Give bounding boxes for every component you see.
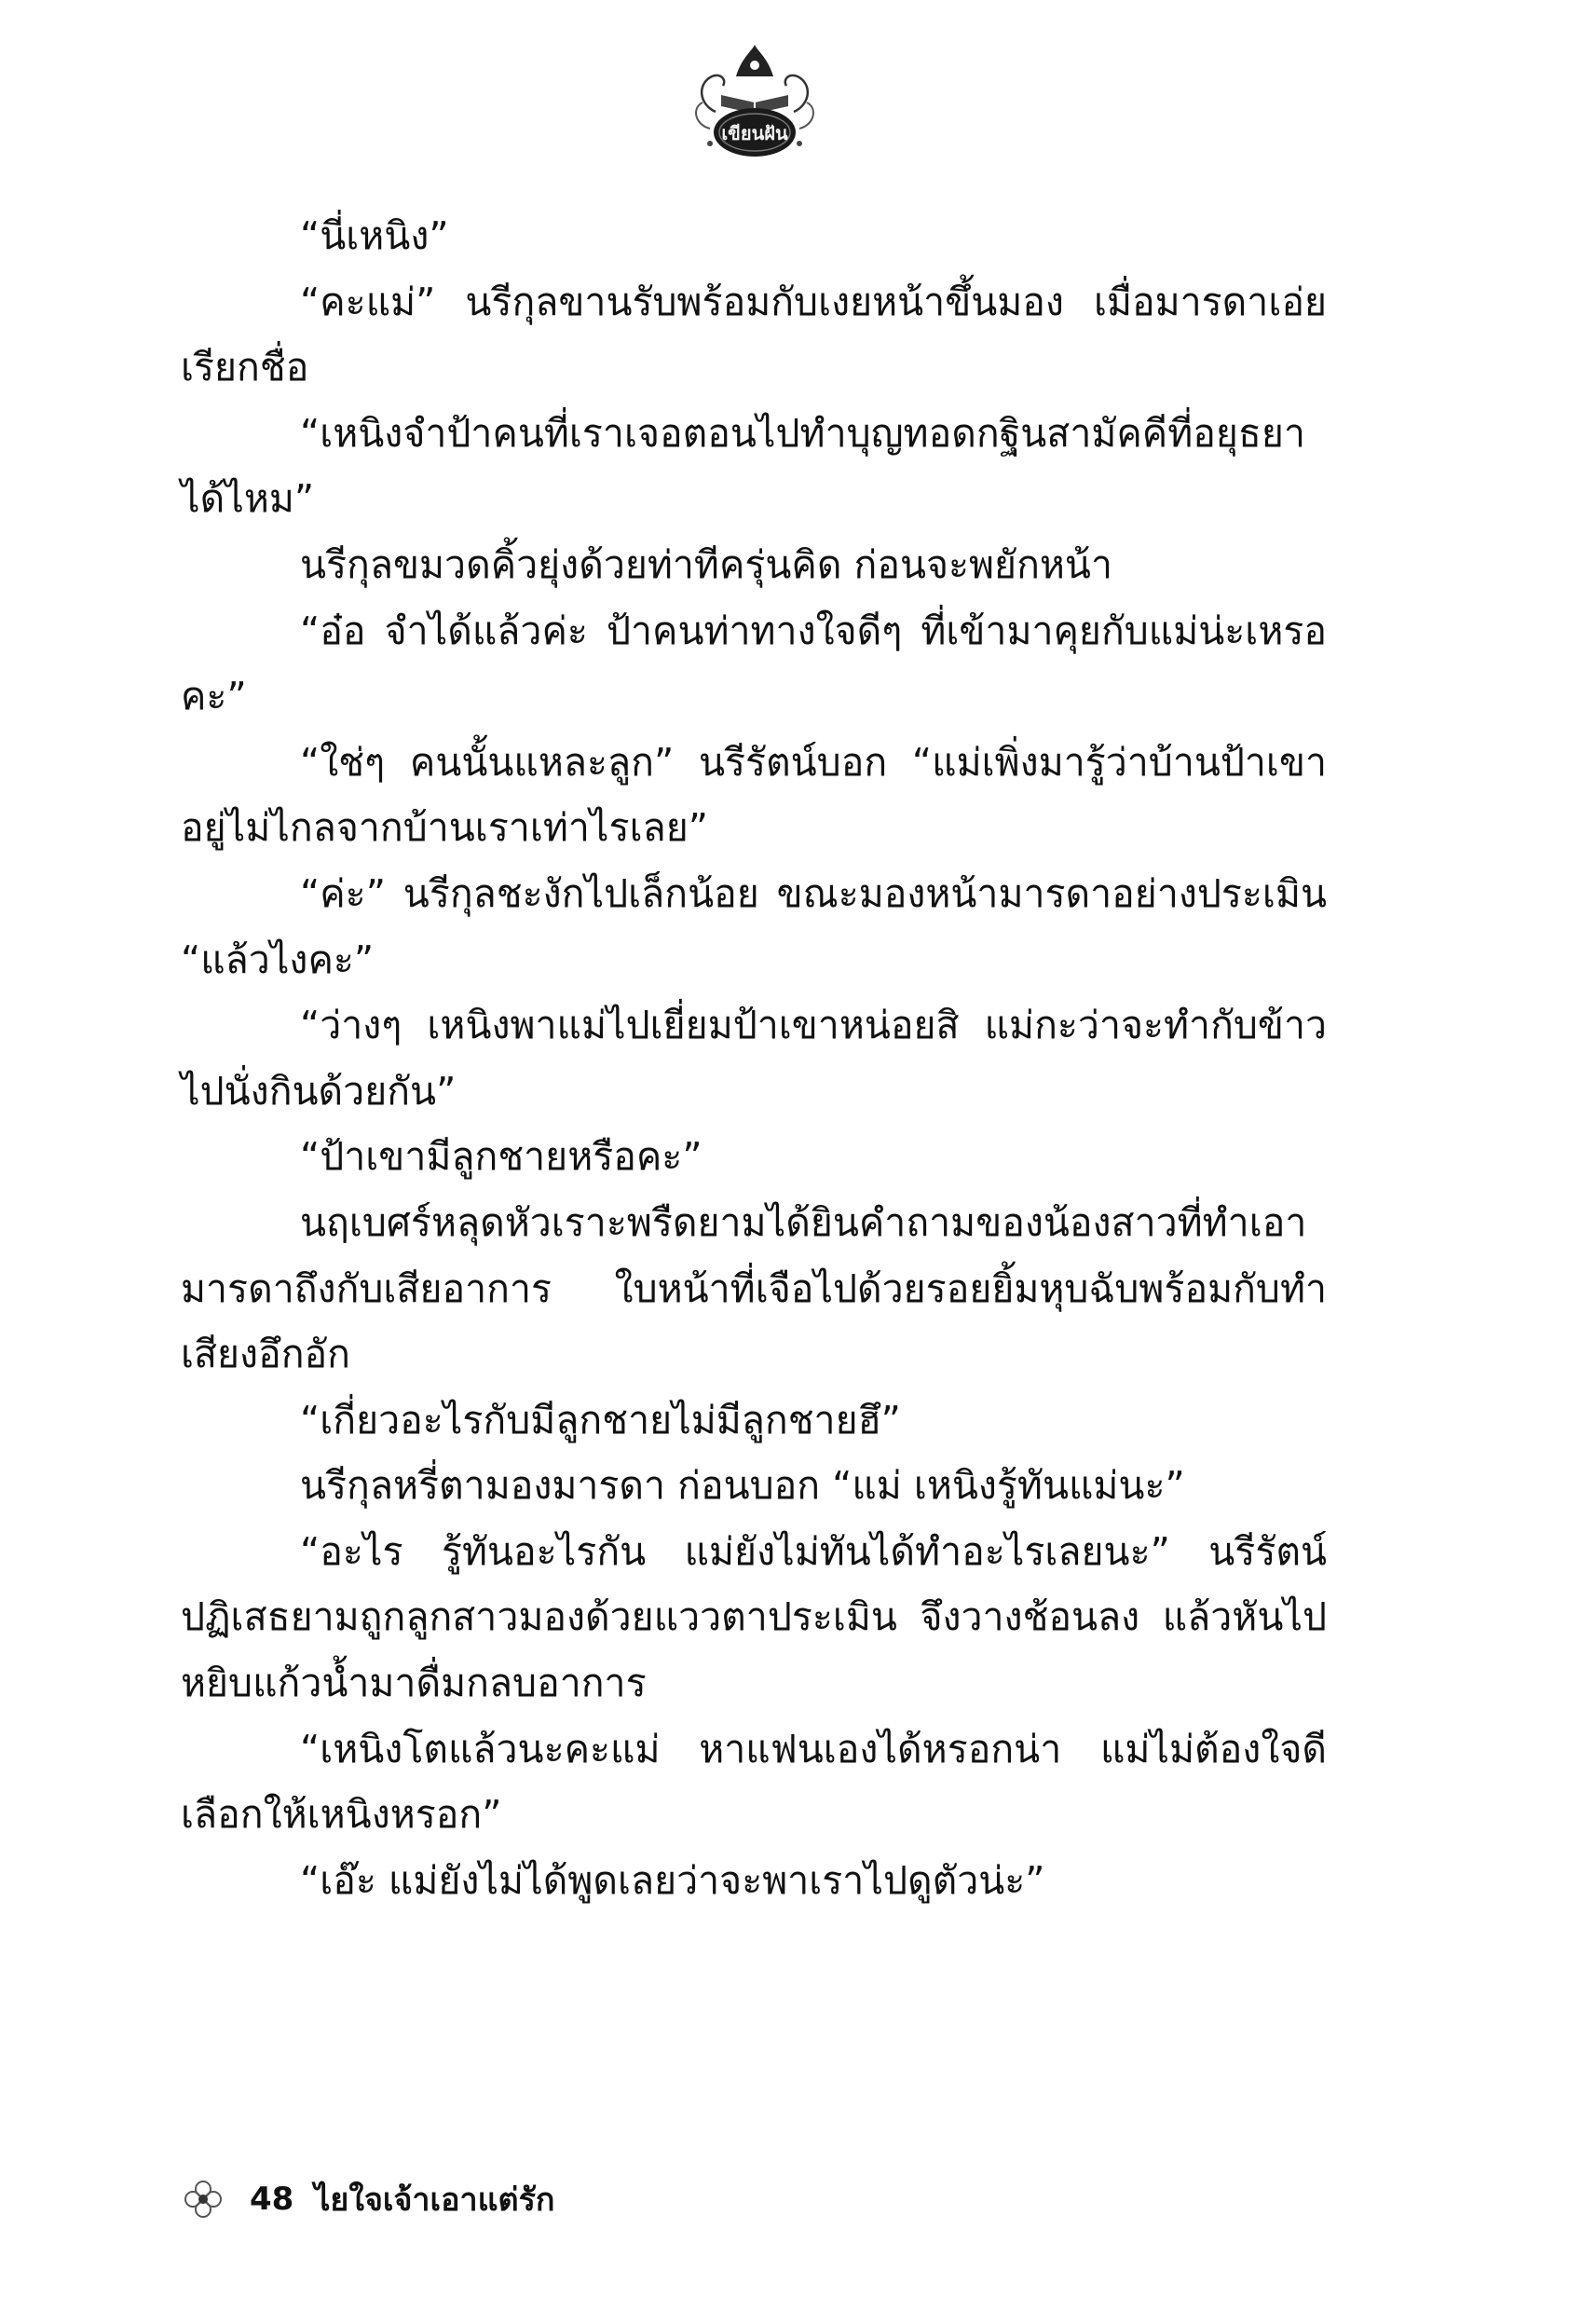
publisher-logo-icon (689, 39, 820, 170)
paragraph: “เหนิงโตแล้วนะคะแม่ หาแฟนเองได้หรอกน่า แม่ไม่ต้องใจดีเลือกให้เหนิงหรอก” (181, 1726, 1327, 1838)
paragraph: “ป้าเขามีลูกชายหรือคะ” (300, 1134, 703, 1180)
paragraph: “เกี่ยวอะไรกับมีลูกชายไม่มีลูกชายฮึ” (300, 1397, 901, 1443)
page-footer (183, 2171, 554, 2227)
paragraph: นฤเบศร์หลุดหัวเราะพรืดยามได้ยินคำถามของน้องสาวที่ทำเอามารดาถึงกับเสียอาการ ใบหน้าที่เจือไปด้วยรอยยิ้มหุบฉับพร้อมกับทำเสียงอึกอัก (181, 1199, 1327, 1377)
paragraph: “นี่เหนิง” (300, 213, 449, 258)
paragraph: “คะแม่” นรีกุลขานรับพร้อมกับเงยหน้าขึ้นมอง เมื่อมารดาเอ่ยเรียกชื่อ (181, 279, 1327, 390)
paragraph: “เหนิงจำป้าคนที่เราเจอตอนไปทำบุญทอดกฐินสามัคคีที่อยุธยาได้ไหม” (181, 410, 1305, 522)
paragraph: นรีกุลหรี่ตามองมารดา ก่อนบอก “แม่ เหนิงรู้ทันแม่นะ” (300, 1463, 1185, 1509)
paragraph: “อะไร รู้ทันอะไรกัน แม่ยังไม่ทันได้ทำอะไรเลยนะ” นรีรัตน์ปฏิเสธยามถูกลูกสาวมองด้วยแววตาประเมิน จึงวางช้อนลง แล้วหันไปหยิบแก้วน้ำมาดื่มกลบอาการ (181, 1528, 1327, 1706)
page-number: 48 (250, 2181, 294, 2218)
paragraph: “ค่ะ” นรีกุลชะงักไปเล็กน้อย ขณะมองหน้ามารดาอย่างประเมิน “แล้วไงคะ” (181, 870, 1327, 982)
paragraph: “ใช่ๆ คนนั้นแหละลูก” นรีรัตน์บอก “แม่เพิ่งมารู้ว่าบ้านป้าเขาอยู่ไม่ไกลจากบ้านเราเท่าไรเลย” (181, 739, 1327, 851)
paragraph: “เอ๊ะ แม่ยังไม่ได้พูดเลยว่าจะพาเราไปดูตัวน่ะ” (300, 1857, 1045, 1903)
book-title: ไยใจเจ้าเอาแต่รัก (314, 2181, 555, 2219)
paragraph: นรีกุลขมวดคิ้วยุ่งด้วยท่าทีครุ่นคิด ก่อนจะพยักหน้า (300, 541, 1112, 587)
svg-text:เขียนฝัน: เขียนฝัน (721, 122, 788, 144)
story-text (181, 203, 1327, 1913)
flower-icon (183, 2179, 224, 2220)
paragraph: “ว่างๆ เหนิงพาแม่ไปเยี่ยมป้าเขาหน่อยสิ แม่กะว่าจะทำกับข้าวไปนั่งกินด้วยกัน” (181, 1003, 1327, 1114)
paragraph: “อ๋อ จำได้แล้วค่ะ ป้าคนท่าทางใจดีๆ ที่เข้ามาคุยกับแม่น่ะเหรอคะ” (181, 608, 1327, 719)
